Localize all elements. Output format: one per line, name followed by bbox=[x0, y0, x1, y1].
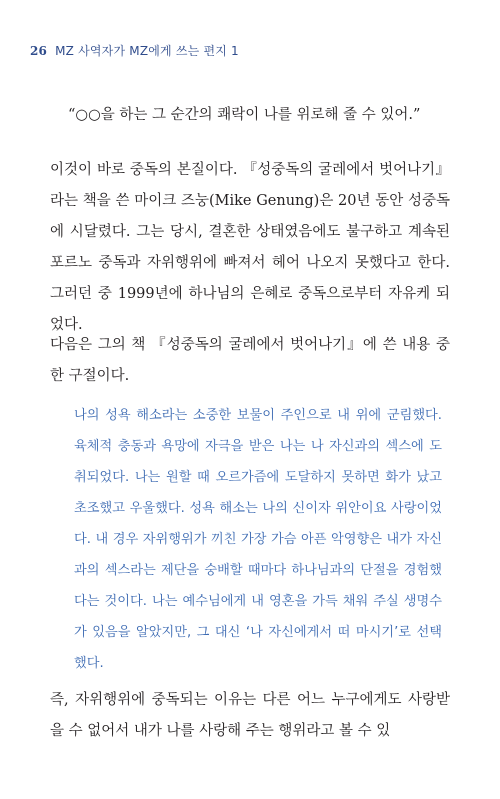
body-paragraph-2: 다음은 그의 책 『성중독의 굴레에서 벗어나기』에 쓴 내용 중 한 구절이다. bbox=[50, 337, 450, 384]
running-header bbox=[30, 42, 239, 59]
body-paragraph-3: 즉, 자위행위에 중독되는 이유는 다른 어느 누구에게도 사랑받을 수 없어서 내가 나를 사랑해 주는 행위라고 볼 수 있 bbox=[50, 692, 450, 739]
book-title: MZ 사역자가 MZ에게 쓰는 편지 1 bbox=[55, 44, 239, 58]
quote-line: “○○을 하는 그 순간의 쾌락이 나를 위로해 줄 수 있어.” bbox=[68, 107, 421, 123]
body-paragraph-1: 이것이 바로 중독의 본질이다. 『성중독의 굴레에서 벗어나기』라는 책을 쓴 마이크 즈눙(Mike Genung)은 20년 동안 성중독에 시달렸다. 그는 당시, 결혼한 상태였음에도 불구하고 계속된 포르노 중독과 자위행위에 빠져서 헤어 나오지 못했다고 한다. 그러던 중 1999년에 하나님의 은혜로 중독으로부터 자유케 되었다. bbox=[50, 162, 450, 333]
page-number: 26 bbox=[30, 44, 48, 58]
block-quotation: 나의 성욕 해소라는 소중한 보물이 주인으로 내 위에 군림했다. 육체적 충동과 욕망에 자극을 받은 나는 나 자신과의 섹스에 도취되었다. 나는 원할 때 오르가즘에 도달하지 못하면 화가 났고 초조했고 우울했다. 성욕 해소는 나의 신이자 위안이요 사랑이었다. 내 경우 자위행위가 끼친 가장 가슴 아픈 악영향은 내가 자신과의 섹스라는 제단을 숭배할 때마다 하나님과의 단절을 경험했다는 것이다. 나는 예수님에게 내 영혼을 가득 채워 주실 생명수가 있음을 알았지만, 그 대신 ‘나 자신에게서 떠 마시기’로 선택했다. bbox=[74, 408, 442, 671]
